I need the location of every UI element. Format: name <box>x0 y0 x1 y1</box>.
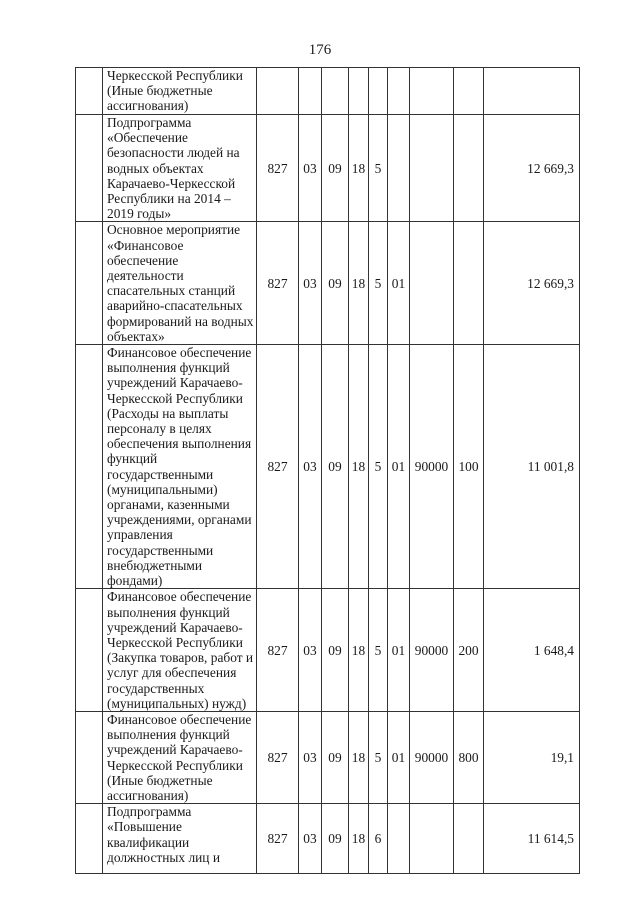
expense-direction-cell: 90000 <box>410 711 454 803</box>
target-program-cell: 18 <box>349 589 369 712</box>
amount-cell: 1 648,4 <box>484 589 580 712</box>
subsection-cell: 09 <box>322 711 349 803</box>
expense-direction-cell: 90000 <box>410 345 454 589</box>
table-row <box>76 222 580 345</box>
grbs-cell: 827 <box>257 589 299 712</box>
subprogram-cell: 5 <box>369 345 388 589</box>
expense-type-cell: 200 <box>454 589 484 712</box>
amount-cell: 12 669,3 <box>484 115 580 222</box>
target-program-cell: 18 <box>349 711 369 803</box>
table-row <box>76 804 580 874</box>
amount-cell: 11 614,5 <box>484 804 580 874</box>
subprogram-cell: 5 <box>369 589 388 712</box>
section-cell: 03 <box>299 589 322 712</box>
table-row <box>76 711 580 803</box>
expense-type-cell <box>454 222 484 345</box>
table-row <box>76 589 580 712</box>
expense-direction-cell <box>410 115 454 222</box>
target-program-cell: 18 <box>349 804 369 874</box>
amount-cell: 19,1 <box>484 711 580 803</box>
expense-type-cell: 100 <box>454 345 484 589</box>
subsection-cell: 09 <box>322 115 349 222</box>
row-index-cell <box>76 589 103 712</box>
section-cell: 03 <box>299 711 322 803</box>
section-cell: 03 <box>299 222 322 345</box>
subsection-cell: 09 <box>322 589 349 712</box>
subprogram-cell: 6 <box>369 804 388 874</box>
table-row <box>76 68 580 115</box>
expense-direction-cell: 90000 <box>410 589 454 712</box>
main-activity-cell: 01 <box>388 711 410 803</box>
expense-direction-cell <box>410 804 454 874</box>
row-index-cell <box>76 804 103 874</box>
row-index-cell <box>76 711 103 803</box>
grbs-cell: 827 <box>257 345 299 589</box>
row-name-cell: Основное мероприятие «Финансовое обеспечение деятельности спасательных станций аварийно-спасательных формирований на водных объектах» <box>103 222 257 345</box>
row-name-cell: Черкесской Республики (Иные бюджетные ассигнования) <box>103 68 257 115</box>
amount-cell: 12 669,3 <box>484 222 580 345</box>
target-program-cell <box>349 68 369 115</box>
grbs-cell <box>257 68 299 115</box>
subsection-cell: 09 <box>322 345 349 589</box>
row-name-cell: Подпрограмма «Повышение квалификации должностных лиц и <box>103 804 257 874</box>
expense-direction-cell <box>410 222 454 345</box>
expense-type-cell: 800 <box>454 711 484 803</box>
budget-table <box>75 67 580 874</box>
subsection-cell: 09 <box>322 222 349 345</box>
grbs-cell: 827 <box>257 222 299 345</box>
expense-type-cell <box>454 68 484 115</box>
row-index-cell <box>76 222 103 345</box>
row-name-cell: Финансовое обеспечение выполнения функций учреждений Карачаево-Черкесской Республики (Расходы на выплаты персоналу в целях обеспечения выполнения функций государственными (муниципальными) органами, казенными учреждениями, органами управления государственными внебюджетными фондами) <box>103 345 257 589</box>
grbs-cell: 827 <box>257 711 299 803</box>
row-index-cell <box>76 345 103 589</box>
subsection-cell <box>322 68 349 115</box>
main-activity-cell: 01 <box>388 345 410 589</box>
subsection-cell: 09 <box>322 804 349 874</box>
target-program-cell: 18 <box>349 345 369 589</box>
subprogram-cell: 5 <box>369 711 388 803</box>
main-activity-cell <box>388 115 410 222</box>
subprogram-cell: 5 <box>369 115 388 222</box>
expense-direction-cell <box>410 68 454 115</box>
grbs-cell: 827 <box>257 115 299 222</box>
main-activity-cell: 01 <box>388 589 410 712</box>
section-cell <box>299 68 322 115</box>
target-program-cell: 18 <box>349 222 369 345</box>
expense-type-cell <box>454 804 484 874</box>
subprogram-cell: 5 <box>369 222 388 345</box>
page-number: 176 <box>308 42 332 58</box>
section-cell: 03 <box>299 115 322 222</box>
amount-cell <box>484 68 580 115</box>
expense-type-cell <box>454 115 484 222</box>
main-activity-cell: 01 <box>388 222 410 345</box>
table-row <box>76 115 580 222</box>
row-index-cell <box>76 115 103 222</box>
section-cell: 03 <box>299 804 322 874</box>
row-index-cell <box>76 68 103 115</box>
row-name-cell: Финансовое обеспечение выполнения функций учреждений Карачаево-Черкесской Республики (Закупка товаров, работ и услуг для обеспечения государственных (муниципальных) нужд) <box>103 589 257 712</box>
section-cell: 03 <box>299 345 322 589</box>
main-activity-cell <box>388 804 410 874</box>
amount-cell: 11 001,8 <box>484 345 580 589</box>
table-row <box>76 345 580 589</box>
grbs-cell: 827 <box>257 804 299 874</box>
row-name-cell: Финансовое обеспечение выполнения функций учреждений Карачаево-Черкесской Республики (Иные бюджетные ассигнования) <box>103 711 257 803</box>
subprogram-cell <box>369 68 388 115</box>
main-activity-cell <box>388 68 410 115</box>
target-program-cell: 18 <box>349 115 369 222</box>
row-name-cell: Подпрограмма «Обеспечение безопасности людей на водных объектах Карачаево-Черкесской Республики на 2014 – 2019 годы» <box>103 115 257 222</box>
